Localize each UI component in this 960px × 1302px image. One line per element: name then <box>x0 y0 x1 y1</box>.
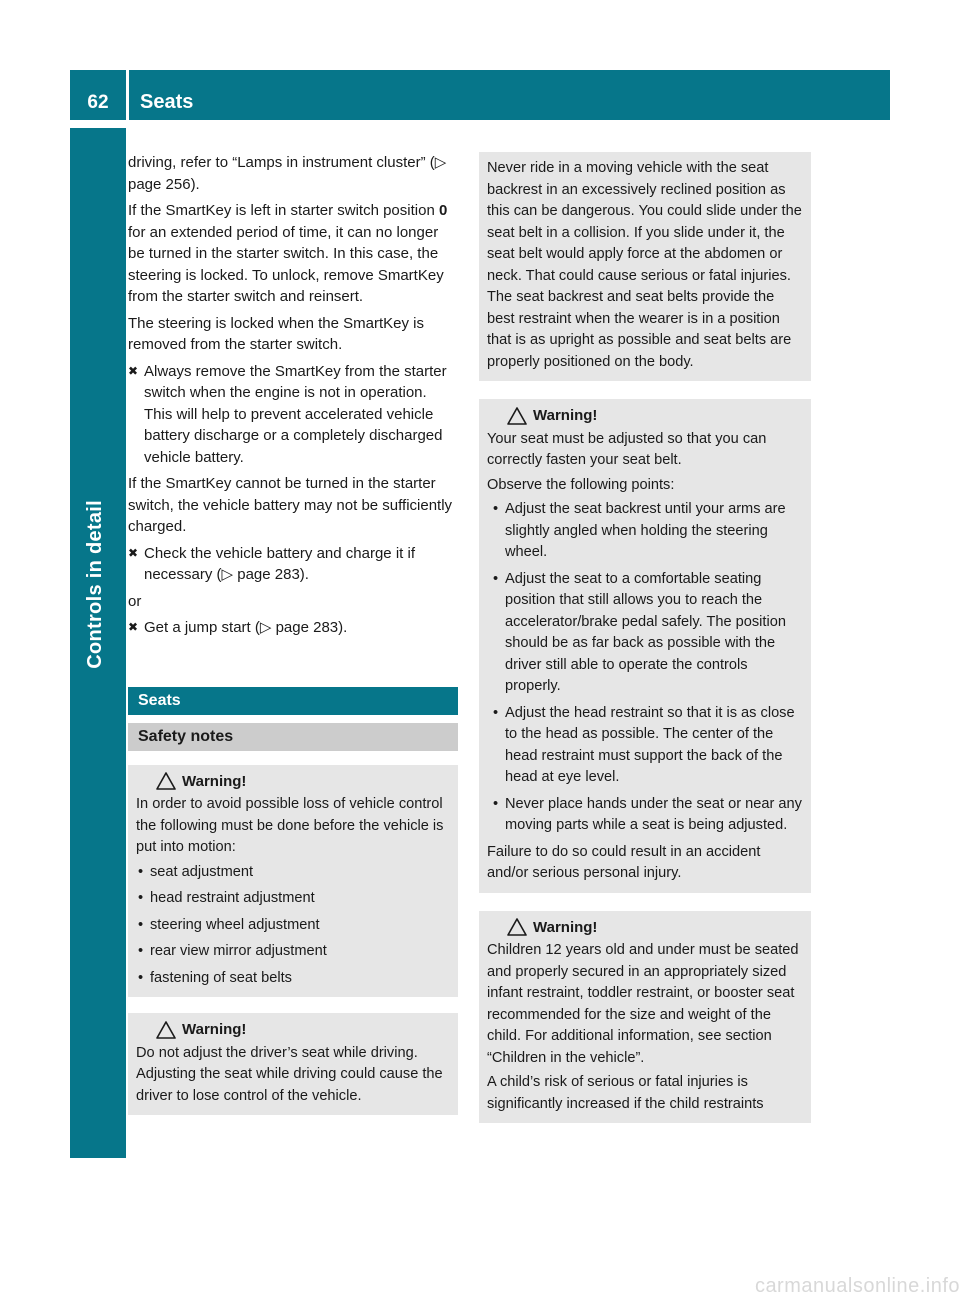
warning-box <box>479 399 811 893</box>
warning-text: Your seat must be adjusted so that you can correctly fasten your seat belt. <box>487 430 767 468</box>
warning-title: Warning! <box>182 1021 247 1038</box>
warning-triangle-icon <box>507 407 527 425</box>
warning-box <box>479 911 811 1124</box>
side-tab-label: Controls in detail <box>84 500 106 669</box>
instruction-step: ✖ Always remove the SmartKey from the starter switch when the engine is not in operation. This will help to prevent accelerated vehicle battery discharge or a completely discharged vehicle battery. <box>128 362 447 466</box>
step-arrow-icon: ✖ <box>128 545 139 560</box>
list-item: • Never place hands under the seat or near any moving parts while a seat is being adjusted. <box>493 795 802 833</box>
warning-text: Children 12 years old and under must be seated and properly secured in an appropriately sized infant restraint, toddler restraint, or booster seat recommended for the size and weight of the child. For additional information, see section “Children in the vehicle”. <box>487 942 799 1066</box>
right-column <box>479 152 811 1123</box>
warning-box <box>128 1013 458 1115</box>
warning-text: Observe the following points: <box>487 476 675 493</box>
page-number: 62 <box>87 92 109 113</box>
warning-text: Failure to do so could result in an accident and/or serious personal injury. <box>487 843 761 881</box>
subsection-heading-safety-notes: Safety notes <box>128 723 458 751</box>
paragraph-smartkey-position: If the SmartKey is left in starter switch position 0 for an extended period of time, it can no longer be turned in the starter switch. In this case, the steering is locked. To unlock, remove SmartKey from the starter switch and reinsert. <box>128 202 448 305</box>
page-title: Seats <box>140 91 194 113</box>
warning-continuation-box <box>479 152 811 381</box>
watermark: carmanualsonline.info <box>754 1275 960 1297</box>
section-heading-seats: Seats <box>128 687 458 715</box>
warning-text: Never ride in a moving vehicle with the seat backrest in an excessively reclined position as this can be dangerous. You could slide under the seat belt in a collision. If you slide under it, the seat belt would apply force at the abdomen or neck. That could cause serious or fatal injuries. The seat backrest and seat belts provide the best restraint when the wearer is in a position that is as upright as possible and seat belts are properly positioned on the body. <box>487 160 802 370</box>
warning-title: Warning! <box>533 918 598 936</box>
warning-triangle-icon <box>156 772 176 790</box>
list-item: • fastening of seat belts <box>138 969 292 986</box>
or-label: or <box>128 592 142 610</box>
warning-box <box>128 765 458 998</box>
list-item: • rear view mirror adjustment <box>138 943 327 959</box>
instruction-step: ✖ Get a jump start (▷ page 283). <box>128 617 458 639</box>
list-item: • steering wheel adjustment <box>138 916 320 933</box>
paragraph-battery: If the SmartKey cannot be turned in the starter switch, the vehicle battery may not be sufficiently charged. <box>128 475 453 535</box>
warning-intro: In order to avoid possible loss of vehicle control the following must be done before the vehicle is put into motion: <box>136 796 444 855</box>
step-arrow-icon: ✖ <box>128 363 139 378</box>
warning-text: A child’s risk of serious or fatal injuries is significantly increased if the child restraints <box>487 1074 764 1112</box>
list-item: • Adjust the seat backrest until your arms are slightly angled when holding the steering wheel. <box>493 501 786 560</box>
instruction-step: ✖ Check the vehicle battery and charge it if necessary (▷ page 283). <box>128 544 415 583</box>
left-column <box>128 152 458 1115</box>
warning-triangle-icon <box>156 1021 176 1039</box>
list-item: • Adjust the seat to a comfortable seating position that still allows you to reach the accelerator/brake pedal safely. The position should be as far back as possible with the driver still able to operate the controls properly. <box>493 570 786 694</box>
warning-title: Warning! <box>182 772 247 790</box>
header-divider <box>126 70 129 120</box>
step-arrow-icon: ✖ <box>128 620 139 634</box>
list-item: • Adjust the head restraint so that it is as close to the head as possible. The center of the head restraint must support the back of the head at eye level. <box>493 704 795 785</box>
warning-triangle-icon <box>507 918 527 936</box>
paragraph-lamps-reference: driving, refer to “Lamps in instrument cluster” (▷ page 256). <box>128 154 447 193</box>
warning-title: Warning! <box>533 407 598 424</box>
list-item: • seat adjustment <box>138 863 254 880</box>
list-item: • head restraint adjustment <box>138 890 315 906</box>
paragraph-steering-locked: The steering is locked when the SmartKey is removed from the starter switch. <box>128 314 424 353</box>
warning-text: Do not adjust the driver’s seat while driving. Adjusting the seat while driving could cause the driver to lose control of the vehicle. <box>136 1044 443 1104</box>
